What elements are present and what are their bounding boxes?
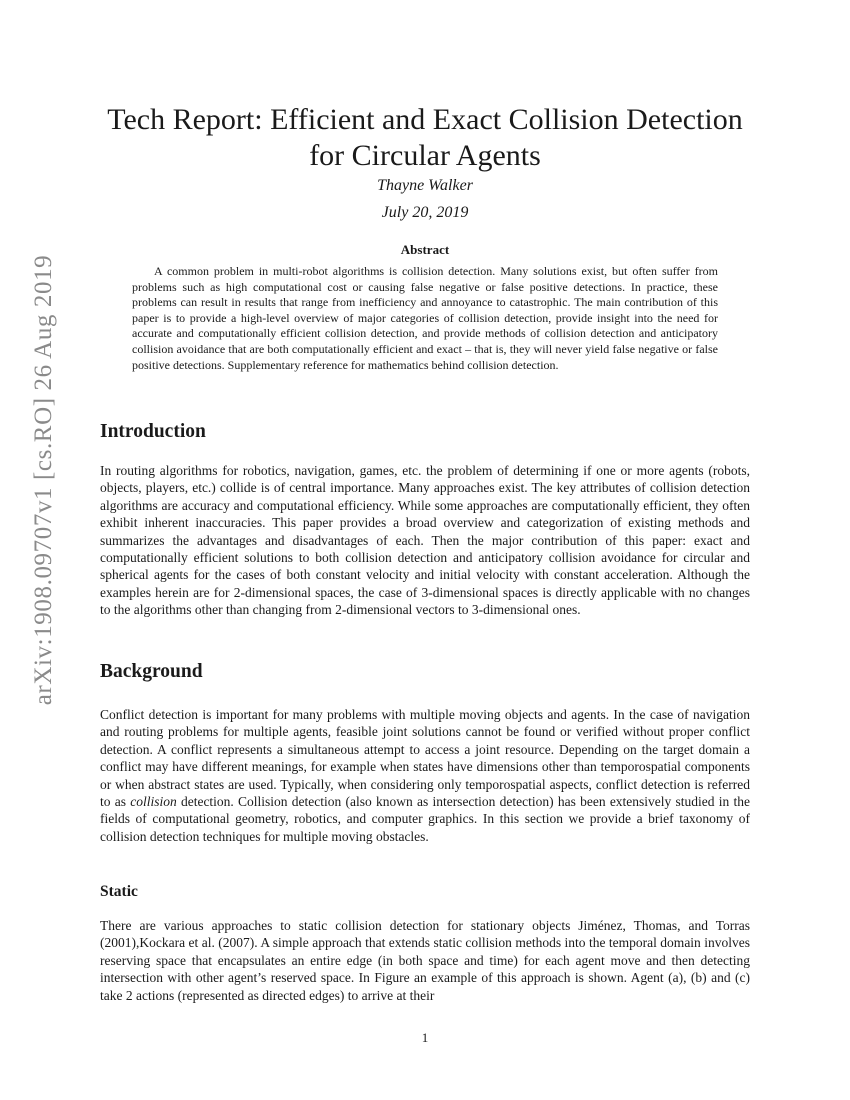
arxiv-identifier-stamp: arXiv:1908.09707v1 [cs.RO] 26 Aug 2019 <box>30 254 57 706</box>
paper-date: July 20, 2019 <box>381 204 469 221</box>
abstract-heading: Abstract <box>400 242 450 257</box>
static-text: There are various approaches to static collision detection for stationary objects Jiménez, Thomas, and Torras (2001),Kockara et al. (2007). A simple approach that extends static collision methods into the temporal domain involves reserving space that encapsulates an entire edge (in both space and time) for each agent move and then detecting intersection with other agent’s reserved space. In Figure an example of this approach is shown. Agent (a), (b) and (c) take 2 actions (represented as directed edges) to arrive at their <box>100 918 750 1003</box>
background-text-part-2: detection. Collision detection (also known as intersection detection) has been extensively studied in the fields of computational geometry, robotics, and computer graphics. In this section we provide a brief taxonomy of collision detection techniques for multiple moving obstacles. <box>100 794 750 844</box>
background-text-part-1: Conflict detection is important for many problems with multiple moving objects and agents. In the case of navigation and routing problems for multiple agents, feasible joint solutions cannot be found or verified without proper conflict detection. A conflict represents a simultaneous attempt to access a joint resource. Depending on the target domain a conflict may have different meanings, for example when states have dimensions other than temporospatial components or when abstract states are used. Typically, when considering only temporospatial aspects, conflict detection is referred to as <box>100 707 750 810</box>
paper-author: Thayne Walker <box>377 177 473 194</box>
page-number: 1 <box>421 1030 429 1045</box>
background-text <box>100 706 750 845</box>
abstract-text: A common problem in multi-robot algorithms is collision detection. Many solutions exist, but often suffer from problems such as high computational cost or causing false negative or false positive detections. In practice, these problems can result in results that range from inefficiency and annoyance to catastrophic. The main contribution of this paper is to provide a high-level overview of major categories of collision detection, provide insight into the need for accurate and computationally efficient collision detection, and provide methods of collision detection and anticipatory collision avoidance that are both computationally efficient and exact – that is, they will never yield false negative or false positive detections. Supplementary reference for mathematics behind collision detection. <box>132 264 718 372</box>
background-emphasis: collision <box>130 794 177 810</box>
introduction-text: In routing algorithms for robotics, navigation, games, etc. the problem of determining if one or more agents (robots, objects, players, etc.) collide is of central importance. Many approaches exist. The key attributes of collision detection algorithms are accuracy and computational efficiency. While some approaches are computationally efficient, they often exhibit inherent inaccuracies. This paper provides a broad overview and categorization of existing methods and summarizes the advantages and disadvantages of each. Then the major contribution of this paper: exact and computationally efficient solutions to both collision detection and anticipatory collision avoidance for circular and spherical agents for the cases of both constant velocity and initial velocity with constant acceleration. Although the examples herein are for 2-dimensional spaces, the case of 3-dimensional spaces is directly applicable with no changes to the algorithms other than changing from 2-dimensional vectors to 3-dimensional ones. <box>100 463 750 618</box>
background-heading: Background <box>100 661 203 682</box>
static-heading: Static <box>100 883 138 900</box>
paper-title: Tech Report: Efficient and Exact Collision Detection for Circular Agents <box>107 103 743 172</box>
introduction-heading: Introduction <box>100 421 206 442</box>
